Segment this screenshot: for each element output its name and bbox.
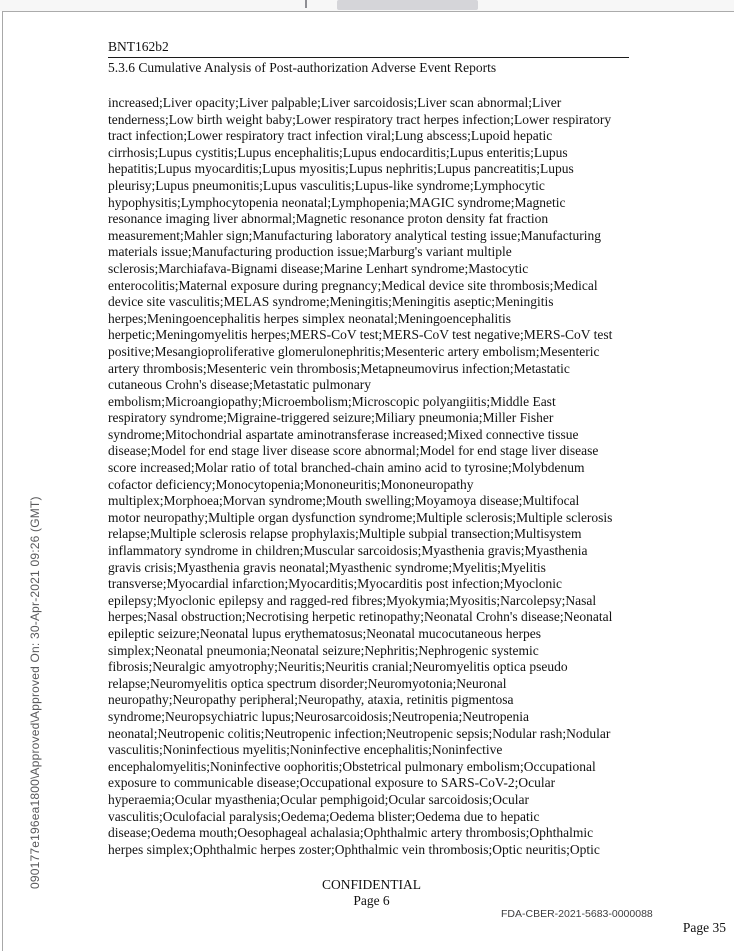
body-text-line: hepatitis;Lupus myocarditis;Lupus myositis;Lupus nephritis;Lupus pancreatitis;Lupus [108, 161, 574, 177]
body-text-line: herpes simplex;Ophthalmic herpes zoster;Ophthalmic vein thrombosis;Optic neuritis;Optic [108, 841, 600, 857]
cursor-mark [305, 0, 307, 8]
document-page [2, 11, 734, 951]
scrollbar-thumb[interactable] [337, 0, 478, 10]
viewer-page-number: Page 35 [682, 920, 726, 935]
body-text-line: epilepsy;Myoclonic epilepsy and ragged-red fibres;Myokymia;Myositis;Narcolepsy;Nasal [108, 592, 597, 608]
footer-page-number: Page 6 [353, 893, 390, 908]
body-text-line: hypophysitis;Lymphocytopenia neonatal;Lymphopenia;MAGIC syndrome;Magnetic [108, 194, 566, 210]
body-text-line: pleurisy;Lupus pneumonitis;Lupus vasculitis;Lupus-like syndrome;Lymphocytic [108, 177, 545, 193]
body-text-line: fibrosis;Neuralgic amyotrophy;Neuritis;Neuritis cranial;Neuromyelitis optica pseudo [108, 659, 568, 675]
body-text-line: motor neuropathy;Multiple organ dysfunction syndrome;Multiple sclerosis;Multiple sclerosis [108, 509, 613, 525]
fda-stamp: FDA-CBER-2021-5683-0000088 [501, 908, 653, 920]
body-text-line: vasculitis;Oculofacial paralysis;Oedema;Oedema blister;Oedema due to hepatic [108, 808, 540, 824]
body-text-line: disease;Model for end stage liver disease score abnormal;Model for end stage liver disease [108, 443, 599, 459]
body-text-line: enterocolitis;Maternal exposure during pregnancy;Medical device site thrombosis;Medical [108, 277, 598, 293]
body-text-line: inflammatory syndrome in children;Muscular sarcoidosis;Myasthenia gravis;Myasthenia [108, 543, 588, 559]
footer-confidential: CONFIDENTIAL [322, 877, 421, 892]
body-text-line: exposure to communicable disease;Occupational exposure to SARS-CoV-2;Ocular [108, 775, 556, 791]
body-text-line: device site vasculitis;MELAS syndrome;Meningitis;Meningitis aseptic;Meningitis [108, 294, 554, 310]
body-text-line: epileptic seizure;Neonatal lupus erythematosus;Neonatal mucocutaneous herpes [108, 626, 541, 641]
body-text-line: neuropathy;Neuropathy peripheral;Neuropathy, ataxia, retinitis pigmentosa [108, 692, 514, 708]
body-text-line: increased;Liver opacity;Liver palpable;Liver sarcoidosis;Liver scan abnormal;Liver [108, 95, 562, 110]
body-text-line: multiplex;Morphoea;Morvan syndrome;Mouth swelling;Moyamoya disease;Multifocal [108, 493, 580, 509]
body-text-line: transverse;Myocardial infarction;Myocarditis;Myocarditis post infection;Myoclonic [108, 576, 563, 592]
body-text-line: simplex;Neonatal pneumonia;Neonatal seizure;Nephritis;Nephrogenic systemic [108, 642, 539, 658]
adverse-events-text [108, 95, 648, 858]
body-text-line: cutaneous Crohn's disease;Metastatic pulmonary [108, 377, 371, 393]
body-text-line: resonance imaging liver abnormal;Magnetic resonance proton density fat fraction [108, 211, 549, 227]
body-text-line: respiratory syndrome;Migraine-triggered seizure;Miliary pneumonia;Miller Fisher [108, 410, 554, 426]
body-text-line: artery thrombosis;Mesenteric vein thrombosis;Metapneumovirus infection;Metastatic [108, 360, 570, 376]
body-text-line: tenderness;Low birth weight baby;Lower respiratory tract herpes infection;Lower respiratory [108, 111, 612, 127]
body-text-line: disease;Oedema mouth;Oesophageal achalasia;Ophthalmic artery thrombosis;Ophthalmic [108, 825, 594, 841]
body-text-line: syndrome;Mitochondrial aspartate aminotransferase increased;Mixed connective tissue [108, 426, 579, 442]
body-text-line: cirrhosis;Lupus cystitis;Lupus encephalitis;Lupus endocarditis;Lupus enteritis;Lupus [108, 144, 568, 160]
section-title: 5.3.6 Cumulative Analysis of Post-authorization Adverse Event Reports [108, 60, 497, 75]
body-text-line: vasculitis;Noninfectious myelitis;Noninfective encephalitis;Noninfective [108, 742, 503, 758]
body-text-line: positive;Mesangioproliferative glomerulonephritis;Mesenteric artery embolism;Mesenteric [108, 343, 600, 359]
body-text-line: relapse;Multiple sclerosis relapse prophylaxis;Multiple subpial transection;Multisystem [108, 526, 582, 542]
body-text-line: cofactor deficiency;Monocytopenia;Mononeuritis;Mononeuropathy [108, 476, 474, 492]
body-text-line: syndrome;Neuropsychiatric lupus;Neurosarcoidosis;Neutropenia;Neutropenia [108, 708, 530, 724]
viewer-top-strip [0, 0, 734, 11]
body-text-line: score increased;Molar ratio of total branched-chain amino acid to tyrosine;Molybdenum [108, 460, 585, 476]
body-text-line: herpetic;Meningomyelitis herpes;MERS-CoV test;MERS-CoV test negative;MERS-CoV test [108, 327, 613, 343]
body-text-line: herpes;Nasal obstruction;Necrotising herpetic retinopathy;Neonatal Crohn's disease;Neonatal [108, 609, 613, 625]
body-text-line: hyperaemia;Ocular myasthenia;Ocular pemphigoid;Ocular sarcoidosis;Ocular [108, 791, 529, 807]
body-text-line: tract infection;Lower respiratory tract infection viral;Lung abscess;Lupoid hepatic [108, 128, 553, 144]
body-text-line: materials issue;Manufacturing production issue;Marburg's variant multiple [108, 244, 512, 260]
body-text-line: relapse;Neuromyelitis optica spectrum disorder;Neuromyotonia;Neuronal [108, 675, 507, 691]
body-text-line: encephalomyelitis;Noninfective oophoritis;Obstetrical pulmonary embolism;Occupational [108, 758, 596, 774]
doc-id: BNT162b2 [108, 39, 169, 54]
body-text-line: neonatal;Neutropenic colitis;Neutropenic infection;Neutropenic sepsis;Nodular rash;Nodular [108, 725, 611, 741]
body-text-line: sclerosis;Marchiafava-Bignami disease;Marine Lenhart syndrome;Mastocytic [108, 260, 529, 276]
body-text-line: herpes;Meningoencephalitis herpes simplex neonatal;Meningoencephalitis [108, 310, 512, 326]
body-text-line: gravis crisis;Myasthenia gravis neonatal;Myasthenic syndrome;Myelitis;Myelitis [108, 559, 546, 575]
approval-stamp-vertical: 090177e196ea1800\Approved\Approved On: 30-Apr-2021 09:26 (GMT) [28, 496, 42, 889]
body-text-line: embolism;Microangiopathy;Microembolism;Microscopic polyangiitis;Middle East [108, 393, 556, 409]
header-rule [108, 57, 629, 58]
body-text-line: measurement;Mahler sign;Manufacturing laboratory analytical testing issue;Manufacturing [108, 227, 601, 243]
